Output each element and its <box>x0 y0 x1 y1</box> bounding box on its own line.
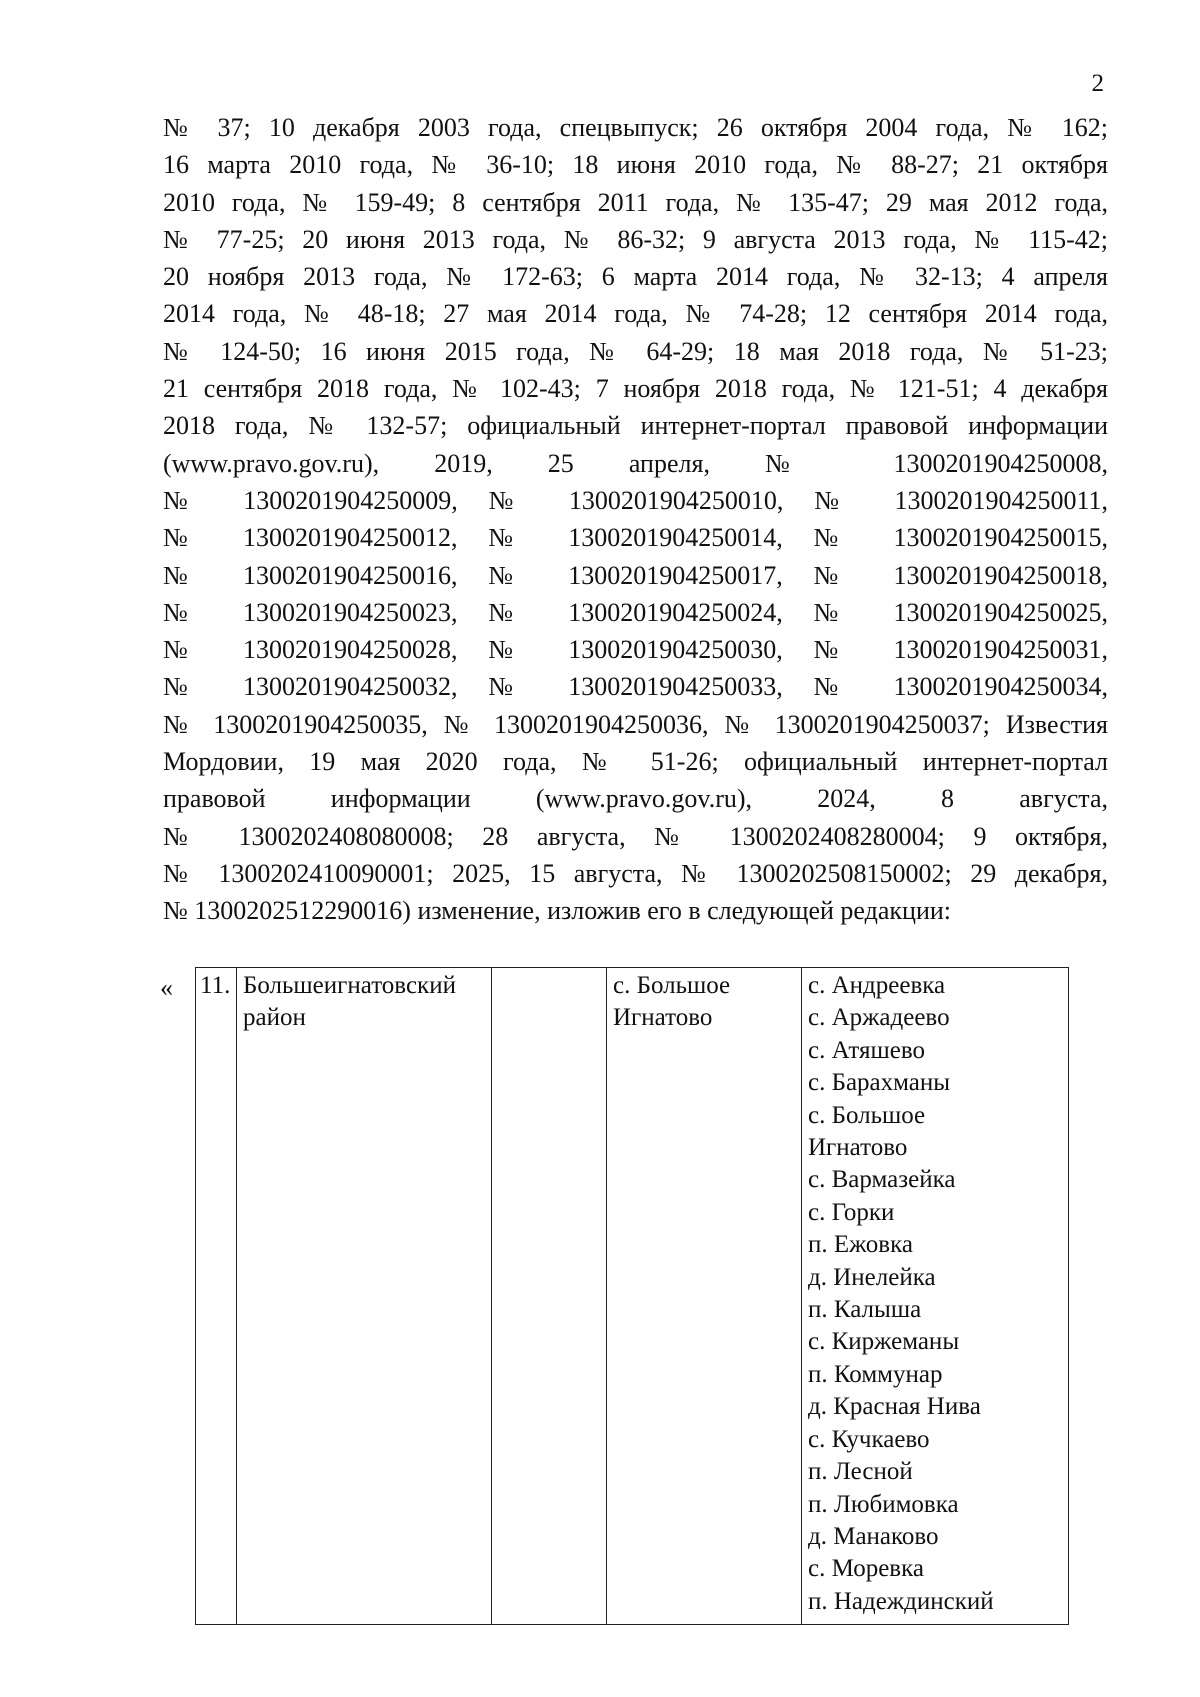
body-line: 20 ноября 2013 года, № 172-63; 6 марта 2014 года, № 32-13; 4 апреля <box>163 262 1108 292</box>
body-line: № 1300201904250012, № 1300201904250014, № 1300201904250015, <box>163 523 1108 553</box>
body-line: правовой информации (www.pravo.gov.ru), 2024, 8 августа, <box>163 784 1108 814</box>
body-text <box>163 109 1108 930</box>
body-line: № 77-25; 20 июня 2013 года, № 86-32; 9 августа 2013 года, № 115-42; <box>163 224 1108 254</box>
list-item: с. Барахманы <box>808 1069 951 1097</box>
list-item: п. Коммунар <box>808 1360 943 1388</box>
body-line: № 1300201904250016, № 1300201904250017, № 1300201904250018, <box>163 560 1108 590</box>
list-item: д. Манаково <box>808 1522 939 1550</box>
body-line: № 37; 10 декабря 2003 года, спецвыпуск; 26 октября 2004 года, № 162; <box>163 113 1108 142</box>
list-item: Игнатово <box>808 1134 908 1162</box>
list-item: п. Любимовка <box>808 1490 959 1518</box>
empty-cell <box>492 968 607 1625</box>
body-line: 21 сентября 2018 года, № 102-43; 7 ноября 2018 года, № 121-51; 4 декабря <box>163 374 1108 404</box>
body-line: № 1300201904250032, № 1300201904250033, № 1300201904250034, <box>163 672 1108 702</box>
district-cell <box>237 968 492 1625</box>
list-item: с. Кучкаево <box>808 1425 930 1453</box>
list-item: п. Лесной <box>808 1458 913 1486</box>
body-line: 2010 года, № 159-49; 8 сентября 2011 года, № 135-47; 29 мая 2012 года, <box>163 187 1108 217</box>
body-line: Мордовии, 19 мая 2020 года, № 51-26; официальный интернет-портал <box>163 747 1108 777</box>
list-item: п. Ежовка <box>808 1231 913 1259</box>
settlements-table <box>195 967 1069 1625</box>
list-item: п. Надеждинский <box>808 1587 994 1615</box>
body-line: 2014 года, № 48-18; 27 мая 2014 года, № 74-28; 12 сентября 2014 года, <box>163 299 1108 329</box>
body-line: 16 марта 2010 года, № 36-10; 18 июня 2010 года, № 88-27; 21 октября <box>163 150 1108 180</box>
list-item: д. Инелейка <box>808 1263 936 1291</box>
table-row <box>196 968 1069 1625</box>
body-line: № 1300201904250035, № 1300201904250036, № 1300201904250037; Известия <box>163 709 1108 739</box>
body-line: № 1300202408080008; 28 августа, № 1300202408280004; 9 октября, <box>163 821 1108 851</box>
list-item: д. Красная Нива <box>808 1393 981 1421</box>
body-line: № 124-50; 16 июня 2015 года, № 64-29; 18 мая 2018 года, № 51-23; <box>163 336 1108 366</box>
list-item: с. Большое <box>808 1101 926 1129</box>
list-item: с. Атяшево <box>808 1036 925 1064</box>
list-item: с. Аржадеево <box>808 1004 950 1032</box>
opening-quote: « <box>160 973 173 1002</box>
body-line: 2018 года, № 132-57; официальный интернет-портал правовой информации <box>163 411 1108 441</box>
page-number: 2 <box>1091 70 1104 97</box>
list-item: с. Горки <box>808 1198 895 1226</box>
list-item: с. Моревка <box>808 1555 924 1583</box>
settlements-list-cell <box>802 968 1069 1625</box>
list-item: п. Калыша <box>808 1296 922 1324</box>
row-number-cell: 11. <box>196 968 237 1625</box>
body-line: № 1300201904250028, № 1300201904250030, № 1300201904250031, <box>163 635 1108 665</box>
body-line: № 1300202512290016) изменение, изложив его в следующей редакции: <box>163 896 951 926</box>
administrative-center-cell <box>607 968 802 1625</box>
body-line: № 1300201904250009, № 1300201904250010, № 1300201904250011, <box>163 485 1108 515</box>
list-item: с. Киржеманы <box>808 1328 960 1356</box>
body-line: (www.pravo.gov.ru), 2019, 25 апреля, № 1300201904250008, <box>163 448 1108 478</box>
administrative-center-name: с. Большое Игнатово <box>613 972 731 1032</box>
body-line: № 1300202410090001; 2025, 15 августа, № 1300202508150002; 29 декабря, <box>163 858 1108 888</box>
list-item: с. Андреевка <box>808 972 946 999</box>
district-name: Большеигнатовский район <box>243 972 456 1032</box>
list-item: с. Вармазейка <box>808 1166 956 1194</box>
body-line: № 1300201904250023, № 1300201904250024, № 1300201904250025, <box>163 597 1108 627</box>
